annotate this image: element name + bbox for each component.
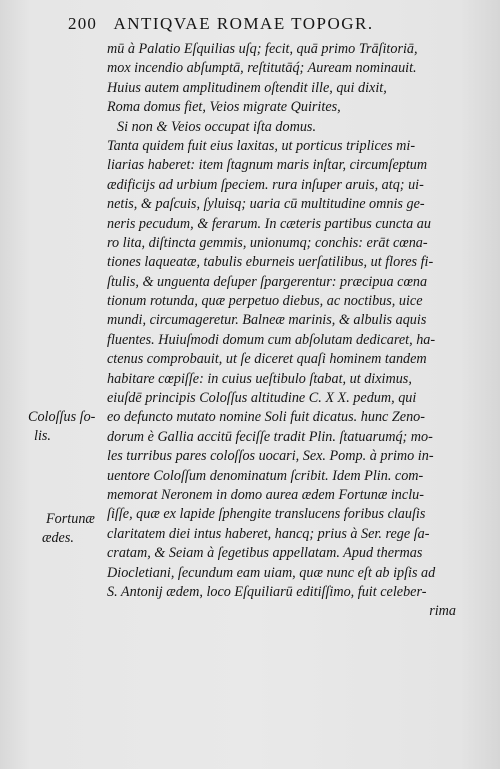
verse-line: Si non & Veios occupat iſta domus.: [117, 118, 317, 135]
margin-note-colossus: [28, 408, 106, 447]
text-line: ſtulis, & unguenta deſuper ſpargerentur: præcipua cœna: [107, 273, 428, 290]
text-line: S. Antonij ædem, loco Eſquiliarū editiſſimo, fuit celeber-: [107, 583, 427, 600]
page-number: 200: [68, 14, 98, 33]
text-line: claritatem diei intus haberet, hancq; prius à Ser. rege ſa-: [107, 525, 430, 542]
text-line: mundi, circumageretur. Balneæ marinis, & albulis aquis: [107, 312, 427, 329]
text-line: mū à Palatio Eſquilias uſq; fecit, quā primo Trāſitoriā,: [107, 41, 418, 57]
running-title: ANTIQVAE ROMAE TOPOGR.: [113, 14, 374, 33]
text-line: tiones laqueatæ, tabulis eburneis uerſatilibus, ut flores fi-: [107, 254, 434, 271]
page-header: [68, 14, 468, 40]
text-line: liarias haberet: item ſtagnum maris inſtar, circumſeptum: [107, 157, 428, 174]
text-line: netis, & paſcuis, ſyluisq; uaria cū multitudine omnis ge-: [107, 196, 425, 213]
text-line: ro lita, diſtincta gemmis, unionumq; conchis: erāt cœna-: [107, 234, 428, 251]
verse-line: Roma domus fiet, Veios migrate Quirites,: [107, 99, 341, 116]
text-line: habitare cœpiſſe: in cuius ueſtibulo ſtabat, ut diximus,: [107, 370, 412, 387]
text-line: ſiſſe, quæ ex lapide ſphengite translucens foribus clauſis: [107, 506, 426, 523]
text-line: ædificijs ad urbium ſpeciem. rura inſuper aruis, atq; ui-: [107, 176, 424, 193]
catchword: rima: [429, 603, 456, 620]
text-line: fluentes. Huiuſmodi domum cum abſolutam dedicaret, ha-: [107, 331, 436, 348]
text-line: memorat Neronem in domo aurea ædem Fortunæ inclu-: [107, 486, 424, 503]
margin-note-line: ædes.: [42, 530, 74, 547]
body-text: [107, 40, 462, 622]
text-line: mox incendio abſumptā, reſtitutāq́; Auream nominauit.: [107, 60, 417, 77]
text-line: uentore Coloſſum denominatum ſcribit. Idem Plin. com-: [107, 467, 424, 484]
margin-note-line: Fortunæ: [46, 511, 95, 527]
text-line: dorum è Gallia accitū feciſſe tradit Plin. ſtatuarumq́; mo-: [107, 428, 433, 445]
margin-note-line: Coloſſus ſo-: [28, 409, 96, 425]
text-line: les turribus pares coloſſos uocari, Sex. Pomp. à primo in-: [107, 448, 434, 465]
text-line: ctenus comprobauit, ut ſe diceret quaſi hominem tandem: [107, 351, 427, 368]
text-line: tionum rotunda, quæ perpetuo diebus, ac noctibus, uice: [107, 293, 423, 310]
text-line: Tanta quidem fuit eius laxitas, ut porticus triplices mi-: [107, 137, 416, 154]
text-line: Huius autem amplitudinem oſtendit ille, qui dixit,: [107, 79, 387, 96]
margin-note-line: lis.: [34, 428, 51, 445]
text-line: cratam, & Seiam à ſegetibus appellatam. Apud thermas: [107, 545, 423, 562]
text-line: neris pecudum, & ferarum. In cæteris partibus cuncta au: [107, 215, 431, 232]
margin-note-fortunae: [28, 510, 106, 549]
text-line: Diocletiani, ſecundum eam uiam, quæ nunc eſt ab ipſis ad: [107, 564, 436, 581]
text-line: eiuſdē principis Coloſſus altitudine C. X X. pedum, qui: [107, 390, 417, 407]
text-line: eo defuncto mutato nomine Soli fuit dicatus. hunc Zeno-: [107, 409, 425, 426]
